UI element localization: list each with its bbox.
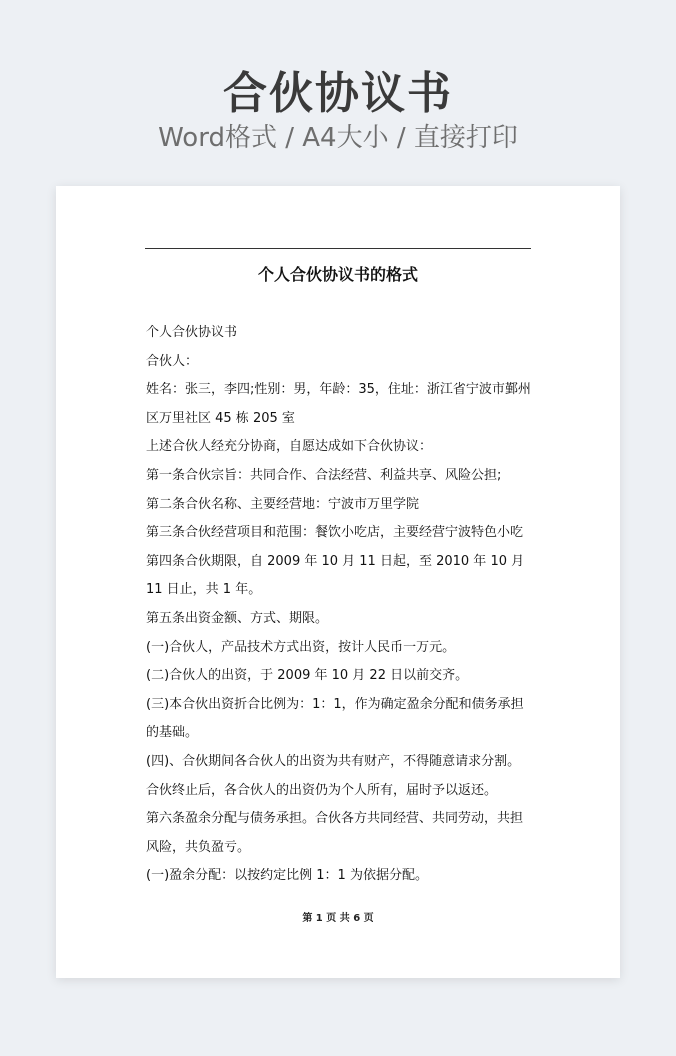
page-title: 合伙协议书	[223, 68, 453, 119]
body-paragraph: 姓名：张三，李四;性别：男，年龄：35，住址：浙江省宁波市鄞州区万里社区 45 栋 205 室	[146, 382, 531, 426]
body-paragraph: (一)盈余分配：以按约定比例 1：1 为依据分配。	[146, 868, 428, 884]
document-title: 个人合伙协议书的格式	[257, 265, 418, 284]
body-paragraph: 合伙人：	[146, 353, 199, 369]
body-paragraph: 第四条合伙期限，自 2009 年 10 月 11 日起，至 2010 年 10 月 11 日止，共 1 年。	[146, 553, 525, 598]
page-number-footer: 第 1 页 共 6 页	[302, 913, 374, 924]
body-paragraph: 个人合伙协议书	[146, 325, 238, 340]
document-body	[146, 319, 532, 891]
body-paragraph: (二)合伙人的出资，于 2009 年 10 月 22 日以前交齐。	[146, 668, 469, 684]
body-paragraph: 第三条合伙经营项目和范围：餐饮小吃店，主要经营宁波特色小吃	[146, 525, 524, 541]
body-paragraph: (一)合伙人，产品技术方式出资，按计人民币一万元。	[146, 639, 456, 655]
body-paragraph: 第五条出资金额、方式、期限。	[146, 610, 329, 626]
body-paragraph: (三)本合伙出资折合比例为：1：1，作为确定盈余分配和债务承担的基础。	[146, 696, 524, 741]
document-page	[56, 186, 620, 978]
body-paragraph: 第一条合伙宗旨：共同合作、合法经营、利益共享、风险公担;	[146, 467, 502, 483]
body-paragraph: 第二条合伙名称、主要经营地：宁波市万里学院	[146, 496, 420, 512]
header-divider	[145, 248, 531, 249]
body-paragraph: 上述合伙人经充分协商，自愿达成如下合伙协议：	[146, 439, 433, 455]
body-paragraph: (四)、合伙期间各合伙人的出资为共有财产，不得随意请求分割。合伙终止后，各合伙人的出资仍为个人所有，届时予以返还。	[146, 753, 521, 798]
page-subtitle: Word格式 / A4大小 / 直接打印	[158, 123, 518, 153]
body-paragraph: 第六条盈余分配与债务承担。合伙各方共同经营、共同劳动，共担风险，共负盈亏。	[146, 811, 524, 855]
